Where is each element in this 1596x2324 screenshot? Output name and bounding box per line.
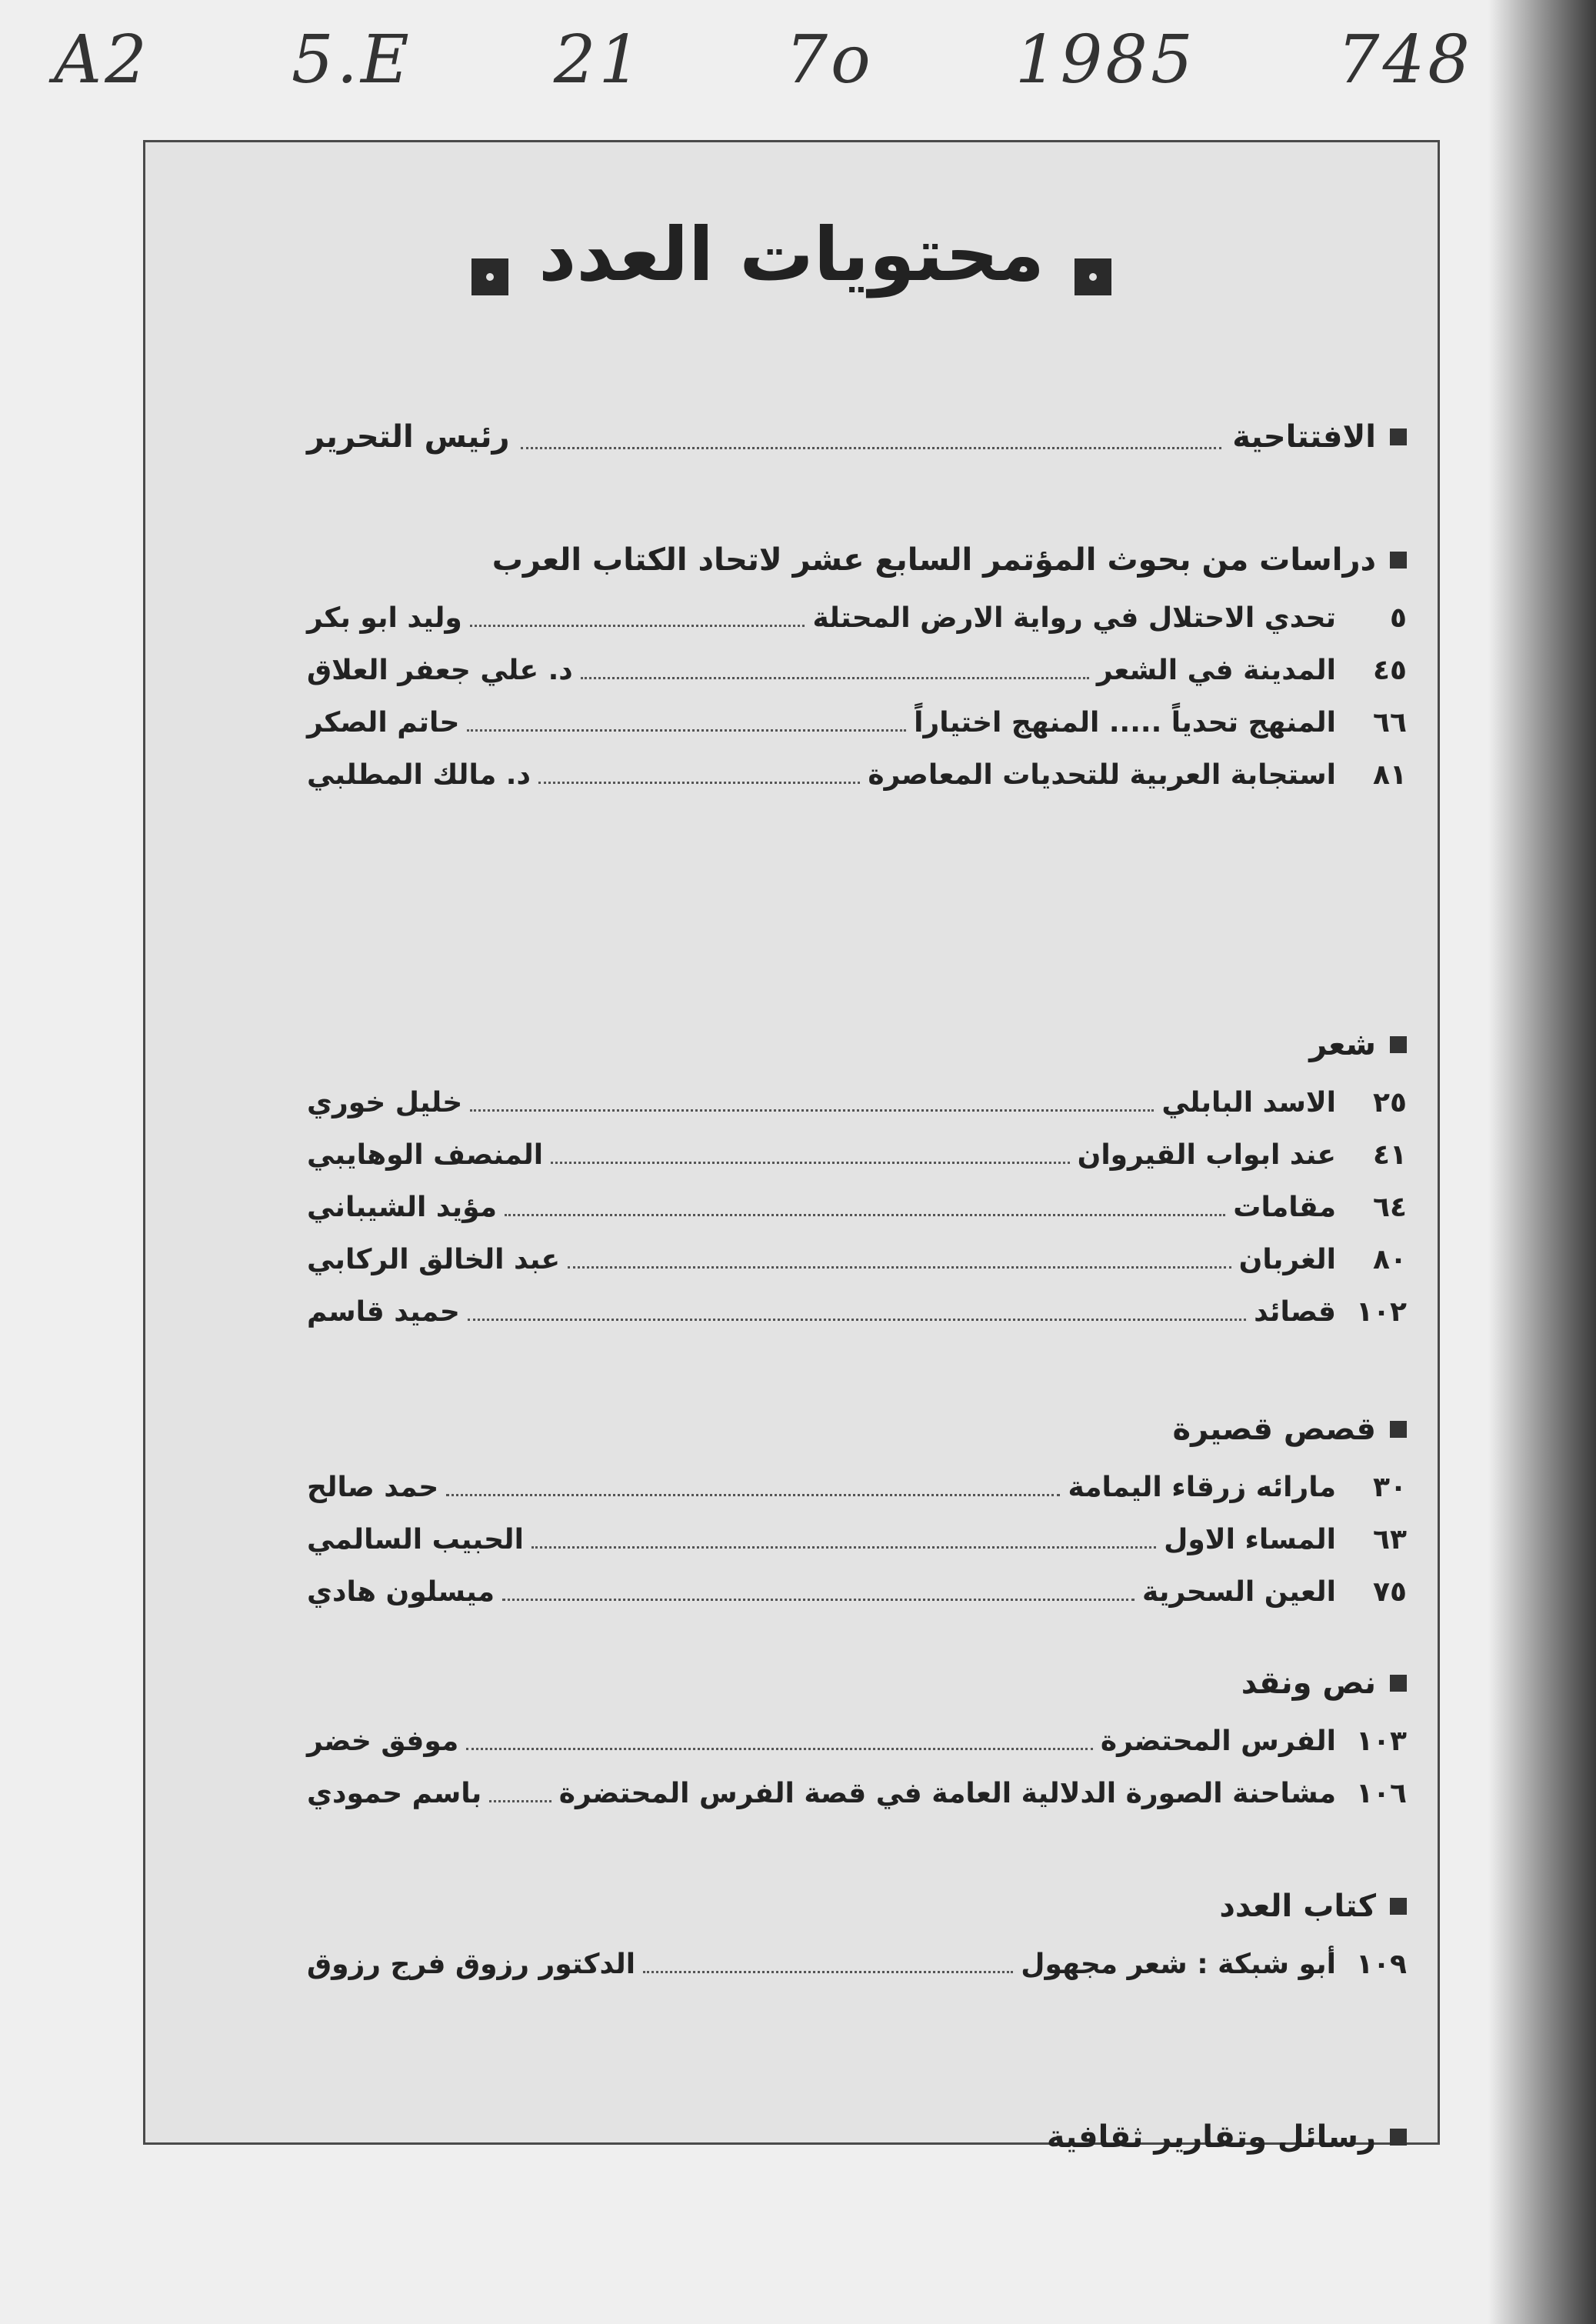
dot-leader [466, 1748, 1093, 1750]
entry-author: حاتم الصكر [307, 707, 460, 739]
bullet-square-icon [1390, 1898, 1407, 1915]
section-title: نص ونقد [1241, 1665, 1376, 1701]
toc-entry [307, 1296, 1407, 1328]
toc-entry [307, 1472, 1407, 1503]
section-heading [307, 419, 1407, 455]
dot-leader [568, 1266, 1231, 1269]
dot-leader [467, 729, 906, 732]
page-title: محتويات العدد [538, 212, 1045, 298]
dot-leader [502, 1599, 1135, 1601]
entry-title: المنهج تحدياً ..... المنهج اختياراً [914, 707, 1336, 739]
entry-author: مؤيد الشيباني [307, 1192, 498, 1223]
dot-leader [446, 1494, 1060, 1496]
entry-author: المنصف الوهايبي [307, 1139, 544, 1171]
entry-author: الحبيب السالمي [307, 1524, 524, 1555]
entry-title: الفرس المحتضرة [1100, 1725, 1336, 1757]
section-heading [176, 1412, 1407, 1447]
entry-title: تحدي الاحتلال في رواية الارض المحتلة [812, 602, 1336, 634]
entry-author: الدكتور رزوق فرج رزوق [307, 1949, 636, 1980]
dot-leader [489, 1800, 551, 1802]
entry-author: عبد الخالق الركابي [307, 1244, 561, 1275]
handwritten-note-part: 1985 [1015, 22, 1196, 98]
toc-entry [307, 1725, 1407, 1757]
page-number: ١٠٦ [1356, 1778, 1407, 1809]
bullet-square-icon [1390, 2129, 1407, 2146]
bullet-square-icon [1390, 1675, 1407, 1692]
page-number: ١٠٢ [1356, 1296, 1407, 1328]
toc-entry [307, 602, 1407, 634]
entry-author: باسم حمودي [307, 1778, 482, 1809]
dot-leader [538, 782, 860, 784]
square-ornament-icon [471, 258, 508, 295]
section-title: الافتتاحية [1232, 419, 1376, 455]
toc-entry [307, 1524, 1407, 1555]
dot-leader [551, 1162, 1069, 1164]
page-number: ٤٥ [1373, 655, 1407, 686]
handwritten-note [54, 14, 1473, 106]
toc-entry [307, 655, 1407, 686]
bullet-square-icon [1390, 552, 1407, 568]
entry-title: مقامات [1233, 1192, 1336, 1223]
toc-entry [307, 1949, 1407, 1980]
page-number: ٥ [1390, 602, 1407, 634]
toc-entry [307, 1778, 1407, 1809]
section-heading [176, 542, 1407, 578]
page-number: ٦٣ [1373, 1524, 1407, 1555]
section-author: رئيس التحرير [307, 419, 510, 455]
handwritten-note-part: 748 [1337, 22, 1473, 98]
toc-entry [307, 1087, 1407, 1119]
dot-leader [470, 1109, 1154, 1112]
dot-leader [468, 1319, 1246, 1321]
dot-leader [521, 425, 1222, 449]
entry-author: خليل خوري [307, 1087, 463, 1119]
square-ornament-icon [1075, 258, 1111, 295]
section-heading [176, 1027, 1407, 1062]
section-title: كتاب العدد [1219, 1889, 1376, 1924]
entry-title: عند ابواب القيروان [1077, 1139, 1336, 1171]
contents-frame [143, 140, 1440, 2155]
entry-title: الاسد البابلي [1161, 1087, 1336, 1119]
dot-leader [581, 677, 1089, 679]
bullet-square-icon [1390, 428, 1407, 445]
dot-leader [531, 1546, 1156, 1549]
handwritten-note-part: 7o [785, 22, 874, 98]
entry-author: د. علي جعفر العلاق [307, 655, 573, 686]
page-number: ١٠٣ [1356, 1725, 1407, 1757]
handwritten-note-part: 21 [553, 22, 645, 98]
entry-author: حميد قاسم [307, 1296, 460, 1328]
toc-entry [307, 759, 1407, 791]
entry-title: المساء الاول [1164, 1524, 1336, 1555]
page-number: ٦٤ [1373, 1192, 1407, 1223]
section-title: رسائل وتقارير ثقافية [1046, 2119, 1376, 2155]
section-heading [176, 1889, 1407, 1924]
section-title: دراسات من بحوث المؤتمر السابع عشر لاتحاد الكتاب العرب [491, 542, 1376, 578]
page-number: ٦٦ [1373, 707, 1407, 739]
handwritten-note-part: 5.E [291, 22, 412, 98]
entry-title: مارائه زرقاء اليمامة [1068, 1472, 1336, 1503]
toc-entry [307, 1244, 1407, 1275]
entry-title: الغربان [1238, 1244, 1336, 1275]
entry-title: مشاحنة الصورة الدلالية العامة في قصة الفرس المحتضرة [558, 1778, 1336, 1809]
section-heading [176, 1665, 1407, 1701]
toc-entry [307, 1139, 1407, 1171]
title-row [145, 212, 1438, 298]
entry-author: موفق خضر [307, 1725, 459, 1757]
dot-leader [470, 625, 805, 627]
page-number: ٨١ [1373, 759, 1407, 791]
toc-entry [307, 1576, 1407, 1608]
entry-title: العين السحرية [1142, 1576, 1336, 1608]
bullet-square-icon [1390, 1036, 1407, 1053]
dot-leader [643, 1971, 1013, 1973]
page-number: ٨٠ [1373, 1244, 1407, 1275]
handwritten-note-part: A2 [54, 22, 150, 98]
section-heading [176, 2119, 1407, 2155]
dot-leader [505, 1214, 1225, 1216]
entry-title: قصائد [1254, 1296, 1336, 1328]
entry-title: المدينة في الشعر [1096, 655, 1336, 686]
section-title: قصص قصيرة [1172, 1412, 1376, 1447]
toc-entry [307, 1192, 1407, 1223]
bullet-square-icon [1390, 1421, 1407, 1438]
page-number: ١٠٩ [1356, 1949, 1407, 1980]
entry-title: استجابة العربية للتحديات المعاصرة [868, 759, 1336, 791]
page-number: ٢٥ [1373, 1087, 1407, 1119]
page-number: ٣٠ [1373, 1472, 1407, 1503]
entry-author: د. مالك المطلبي [307, 759, 531, 791]
book-spine-shadow [1488, 0, 1596, 2324]
entry-author: وليد ابو بكر [307, 602, 462, 634]
toc-entry [307, 707, 1407, 739]
page-number: ٤١ [1373, 1139, 1407, 1171]
page-number: ٧٥ [1373, 1576, 1407, 1608]
entry-author: حمد صالح [307, 1472, 439, 1503]
entry-author: ميسلون هادي [307, 1576, 495, 1608]
entry-title: أبو شبكة : شعر مجهول [1021, 1949, 1336, 1980]
section-title: شعر [1309, 1027, 1376, 1062]
